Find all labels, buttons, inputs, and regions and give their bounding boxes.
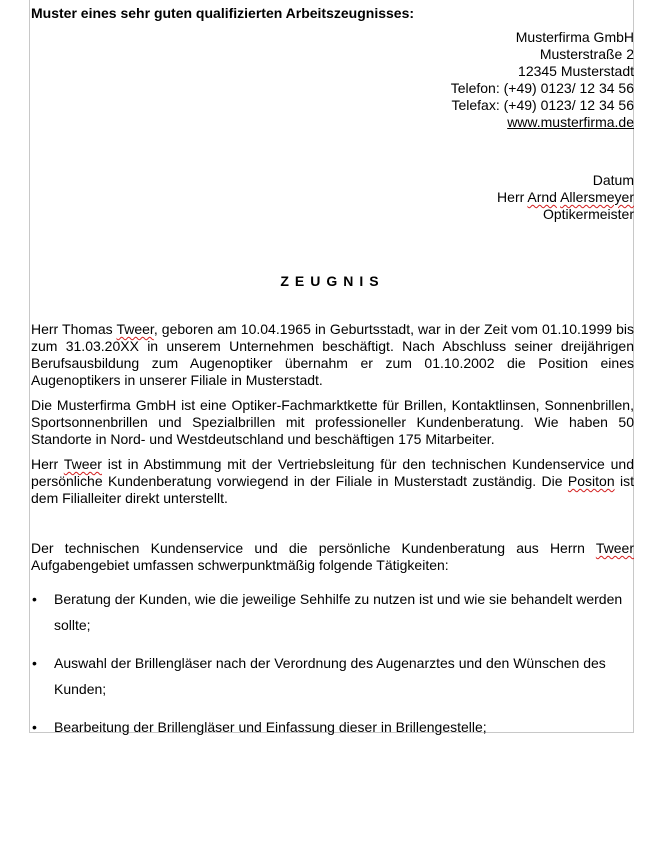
paragraph-text: Herr: [31, 456, 64, 472]
list-item: [31, 650, 634, 702]
sender-website-link[interactable]: www.musterfirma.de: [507, 114, 634, 130]
sender-fax: Telefax: (+49) 0123/ 12 34 56: [451, 97, 634, 113]
sender-address-block: [451, 29, 634, 131]
task-list: [31, 586, 634, 740]
paragraph-text: ist dem Filialleiter direkt unterstellt.: [31, 473, 634, 506]
bullet-icon: •: [32, 591, 37, 607]
paragraph-text: Aufgabengebiet umfassen schwerpunktmäßig folgende Tätigkeiten:: [31, 557, 449, 573]
recipient-salutation: Herr: [497, 189, 528, 205]
list-item-text: Auswahl der Brillengläser nach der Verordnung des Augenarztes und den Wünschen des Kunden;: [54, 655, 606, 697]
paragraph-company: Die Musterfirma GmbH ist eine Optiker-Fachmarktkette für Brillen, Kontaktlinsen, Sonnenbrillen, Sportsonnenbrillen und Spezialbrillen mit professioneller Kundenberatung. Wie haben 50 Standorte in Nord- und Westdeutschland und beschäftigen 175 Mitarbeiter.: [31, 397, 634, 447]
employee-surname: Tweer: [116, 321, 154, 337]
recipient-first-name: Arnd: [527, 189, 557, 205]
list-item: [31, 714, 634, 740]
sender-street: Musterstraße 2: [539, 46, 634, 62]
sender-city: 12345 Musterstadt: [518, 63, 634, 79]
document-title: ZEUGNIS: [280, 273, 385, 289]
paragraph-introduction: [31, 321, 634, 389]
paragraph-tasks-intro: [31, 540, 634, 574]
list-item-text: Beratung der Kunden, wie die jeweilige Sehhilfe zu nutzen ist und wie sie behandelt werden sollte;: [54, 591, 623, 633]
paragraph-text: , geboren am 10.04.1965 in Geburtsstadt, war in der Zeit vom 01.10.1999 bis zum 31.03.20XX in unserem Unternehmen beschäftigt. Nach Abschluss seiner dreijährigen Berufsausbildung zum Augenoptiker übernahm er zum 01.10.2002 die Position eines Augenoptikers in unserer Filiale in Musterstadt.: [31, 321, 634, 388]
recipient-block: [497, 172, 634, 223]
paragraph-text: ist in Abstimmung mit der Vertriebsleitung für den technischen Kundenservice und persönliche Kundenberatung vorwiegend in der Filiale in Musterstadt zuständig. Die: [31, 456, 634, 489]
recipient-last-name: Allersmeyer: [560, 189, 634, 205]
list-item-text: Bearbeitung der Brillengläser und Einfassung dieser in Brillengestelle;: [54, 719, 487, 735]
paragraph-text: Herr Thomas: [31, 321, 117, 337]
recipient-name: [497, 189, 634, 206]
paragraph-text: Der technischen Kundenservice und die persönliche Kundenberatung aus Herrn: [31, 540, 596, 556]
paragraph-responsibility: [31, 456, 634, 507]
employee-surname: Tweer: [595, 540, 634, 556]
misspelled-word: Positon: [567, 473, 615, 489]
sender-phone: Telefon: (+49) 0123/ 12 34 56: [450, 80, 634, 96]
document-date: Datum: [592, 172, 634, 188]
document-heading: Muster eines sehr guten qualifizierten Arbeitszeugnisses:: [31, 5, 415, 21]
recipient-position: Optikermeister: [542, 206, 634, 222]
list-item: [31, 586, 634, 638]
bullet-icon: •: [32, 719, 37, 735]
employee-surname: Tweer: [63, 456, 102, 472]
bullet-icon: •: [32, 655, 37, 671]
sender-company: Musterfirma GmbH: [515, 29, 634, 45]
